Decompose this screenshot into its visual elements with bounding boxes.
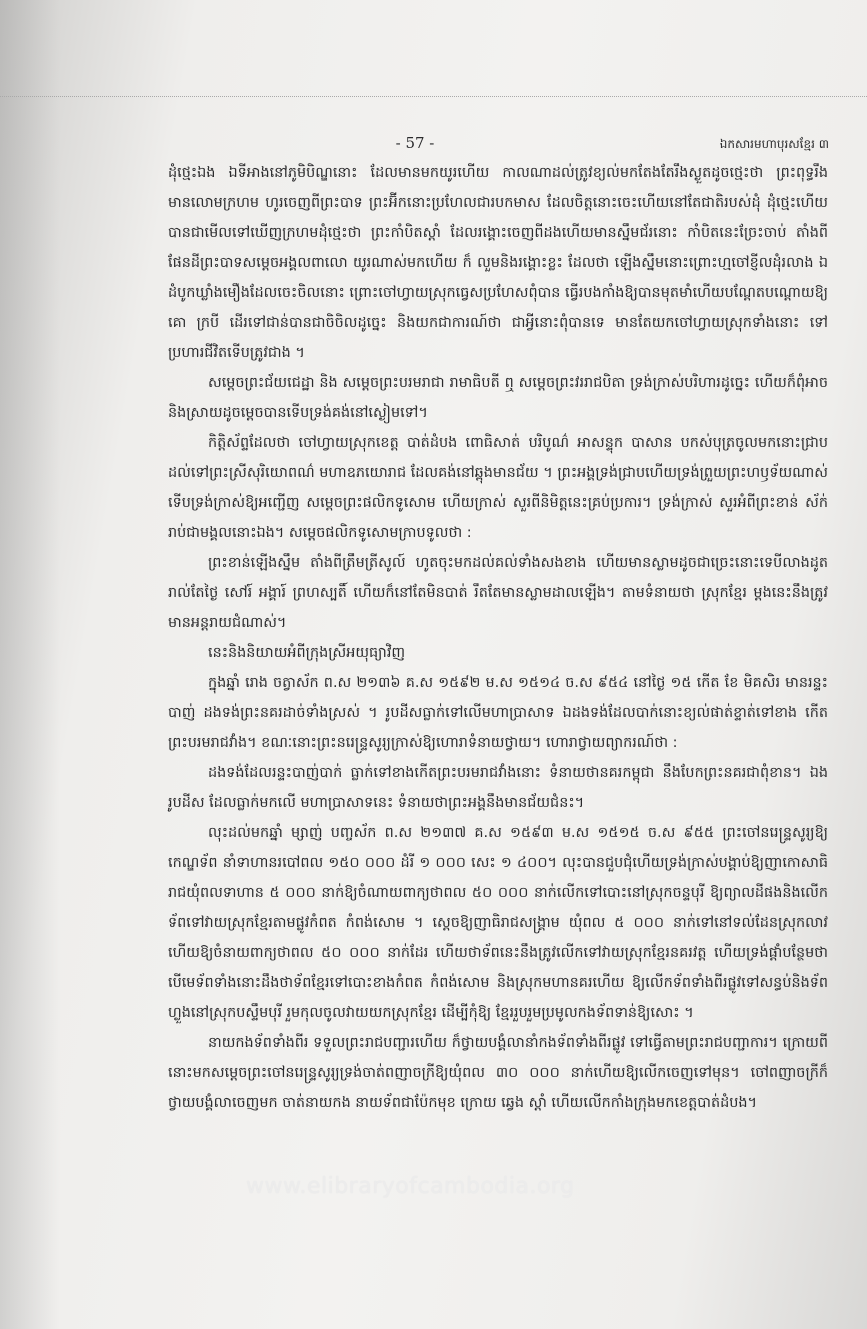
body-text: [168, 158, 828, 1118]
paragraph: លុះដល់មកឆ្នាំ ម្សាញ់ បញ្ចស័ក ព.ស ២១៣៧ គ.ស ១៥៩៣ ម.ស ១៥១៥ ច.ស ៩៥៥ ព្រះចៅនរេន្ទ្រសូរ្យឱ្យកេណ្ឌទ័ព នាំទាហានរបៅពល ១៥០ ០០០ ដំរី ១ ០០០ សេះ ១ ៤០០។ លុះបានជួបជុំហើយទ្រង់ក្រាស់បង្គាប់ឱ្យញាកោសាធិរាជយុំពលទាហាន ៥ ០០០ នាក់ឱ្យចំណាយពាក្យថាពល ៥០ ០០០ នាក់លើកទៅបោះនៅស្រុកចន្ទបុរី ឱ្យព្យាលដីផងនិងលើកទ័ពទៅវាយស្រុកខ្មែរតាមផ្លូវកំពត កំពង់សោម ។ ស្តេចឱ្យញាធិរាជសង្គ្រាម យុំពល ៥ ០០០ នាក់ទៅនៅទល់ដែនស្រុកលាវ ហើយឱ្យចំនាយពាក្យថាពល ៥០ ០០០ នាក់ដែរ ហើយថាទ័ពនេះនឹងត្រូវលើកទៅវាយស្រុកខ្មែរនគរវត្ត ហើយទ្រង់ផ្តាំបន្ថែមថា បើមេទ័ពទាំងនោះដឹងថាទ័ពខ្មែរទៅបោះខាងកំពត កំពង់សោម និងស្រុកមហានគរហើយ ឱ្យលើកទ័ពទាំងពីរផ្លូវទៅសន្ធប់និងទ័ពហ្លួងនៅស្រុកបស្ទឹមបុរី រួមកុលចូលវាយយកស្រុកខ្មែរ ដើម្បីកុំឱ្យ ខ្មែររួបរួមប្រមូលកងទ័ពទាន់ឱ្យសោះ ។: [168, 825, 828, 1021]
watermark: www.elibraryofcambodia.org: [246, 1174, 575, 1199]
paragraph: នេះនិងនិយាយអំពីក្រុងស្រីអយុធ្យាវិញ: [208, 645, 406, 661]
paragraph: ក្នុងឆ្នាំ រោង ចត្វាស័ក ព.ស ២១៣៦ គ.ស ១៥៩២ ម.ស ១៥១៤ ច.ស ៩៥៤ នៅថ្ងៃ ១៥ កើត ខែ មិគសិរ មានរន្ទះបាញ់ ដងទង់ព្រះនគរដាច់ទាំងស្រស់ ។ រូបដីសធ្លាក់ទៅលើមហាប្រាសាទ ឯដងទង់ដែលបាក់នោះខ្យល់ផាត់ខ្ទាត់ទៅខាង កើតព្រះបរមរាជវាំង។ ខណៈនោះព្រះនរេន្ទ្រសូរ្យក្រាស់ឱ្យហោរាទំនាយថ្វាយ។ ហោរាថ្វាយព្យាករណ៍ថា :: [168, 675, 828, 751]
page-number: - 57 -: [395, 134, 435, 152]
paragraph: ព្រះខាន់ឡើងស្នឹម តាំងពីត្រឹមត្រីសូល៍ ហូតចុះមកដល់គល់ទាំងសងខាង ហើយមានស្លាមដូចជាច្រេះនោះទេបីលាងដូតរាល់តែថ្ងៃ សៅរ៍ អង្គារ៍ ព្រហស្បតិ៍ ហើយក៏នៅតែមិនបាត់ រឹតតែមានស្លាមដាលឡើង។ តាមទំនាយថា ស្រុកខ្មែរ ម្តងនេះនឹងត្រូវមានអន្តរាយជំណាស់។: [168, 555, 828, 631]
paragraph: ដងទង់ដែលរន្ទះបាញ់បាក់ ធ្លាក់ទៅខាងកើតព្រះបរមរាជវាំងនោះ ទំនាយថានគរកម្ពុជា នឹងបែកព្រះនគរជាពុំខាន។ ឯងរូបដីស ដែលធ្លាក់មកលើ មហាប្រាសាទនេះ ទំនាយថាព្រះអង្គនឹងមានជ័យជំនះ។: [168, 765, 828, 811]
scan-artifact-line: [0, 96, 867, 97]
binding-shadow: [0, 0, 60, 1329]
paragraph: កិត្តិស័ព្ទដែលថា ចៅហ្វាយស្រុកខេត្ត បាត់ដំបង ពោធិសាត់ បរិបូណ៌ អាសន្ទុក បាសាន បកស់បុត្រចូលមកនោះជ្រាបដល់ទៅព្រះស្រីសុរិយោពណ៌ មហាឧភយោរាជ ដែលគង់នៅឆ្ពុងមានជ័យ ។ ព្រះអង្គទ្រង់ជ្រាបហើយទ្រង់ព្រួយព្រះហឫទ័យណាស់ ទើបទ្រង់ក្រាស់ឱ្យអញ្ជើញ សម្តេចព្រះផលិកទូសោម ហើយក្រាស់ សួរពីនិមិត្តនេះគ្រប់ប្រការ។ ទ្រង់ក្រាស់ សួរអំពីព្រះខាន់ ស័ក់រាប់ជាមង្គលនោះឯង។ សម្តេចផលិកទូសោមក្រាបទូលថា :: [168, 435, 828, 541]
paragraph: នាយកងទ័ពទាំងពីរ ទទួលព្រះរាជបញ្ជារហើយ ក៏ថ្វាយបង្គំលានាំកងទ័ពទាំងពីរផ្លូវ ទៅធ្វើតាមព្រះរាជបញ្ជាការ។ ក្រោយពីនោះមកសម្តេចព្រះចៅនរេន្ទ្រសូរ្យទ្រង់ចាត់ពញាចក្រីឱ្យយុំពល ៣០ ០០០ នាក់ហើយឱ្យលើកចេញទៅមុន។ ចៅពញាចក្រីក៏ថ្វាយបង្គំលាចេញមក ចាត់នាយកង នាយទ័ពជាប៉ែកមុខ ក្រោយ ឆ្វេង ស្តាំ ហើយលើកកាំងក្រុងមកខេត្តបាត់ដំបង។: [168, 1035, 828, 1111]
running-header: ឯកសារមហាបុរសខ្មែរ ៣: [719, 137, 829, 151]
paragraph: សម្តេចព្រះជ័យជេដ្ឋា និង សម្តេចព្រះបរមរាជា រាមាធិបតី ឮ សម្តេចព្រះវររាជបិតា ទ្រង់ក្រាស់បរិហារដូច្នេះ ហើយក៏ពុំអាចនិងស្រាយដូចម្តេចបានទើបទ្រង់គង់នៅស្ងៀមទៅ។: [168, 375, 828, 421]
paragraph: ដុំថ្មេះឯង ឯទីអាងនៅភូមិបិណ្ឌនោះ ដែលមានមកយូរហើយ កាលណាដល់ត្រូវខ្យល់មកតែងតែរឹងស្ងួតដូចថ្មេះថា ព្រះពុទ្ធរឹងមានលោមក្រហម ហូរចេញពីព្រះបាទ ព្រះអ៊ីកនោះប្រហែលជារបកមាស ដែលចិត្តនោះចេះហើយនៅតែជាតិរបស់ដុំ ដុំថ្មេះហើយ បានជាមើលទៅឃើញក្រហមដុំថ្មេះថា ព្រះកាំបិតស្តាំ ដែលរង្គោះចេញពីដងហើយមានស្នឹមជ័រនោះ កាំបិតនេះច្រែះចាប់ តាំងពីផែនដីព្រះបាទសម្តេចអង្គលពាលោ យូរណាស់មកហើយ ក៏ លួមនិងរង្គោះខ្លះ ដែលថា ឡើងស្នឹមនោះព្រោះហ្មចៅខ្ញីលដុំរលាង ឯដំបូកឃ្លាំងមឿងដែលចេះចិលនោះ ព្រោះចៅហ្វាយស្រុកធ្វេសប្រហែសពុំបាន ធ្វើរបងកាំងឱ្យបានមុតមាំហើយបណ្តែតបណ្ដោយឱ្យ គោ ក្របី ដើរទៅជាន់បានជាចិចិលដូច្នេះ និងយកជាការណ៍ថា ជាអ្វីនោះពុំបានទេ មានតែយកចៅហ្វាយស្រុកទាំងនោះ ទៅប្រហារជីវិតទើបត្រូវជាង ។: [168, 165, 828, 361]
